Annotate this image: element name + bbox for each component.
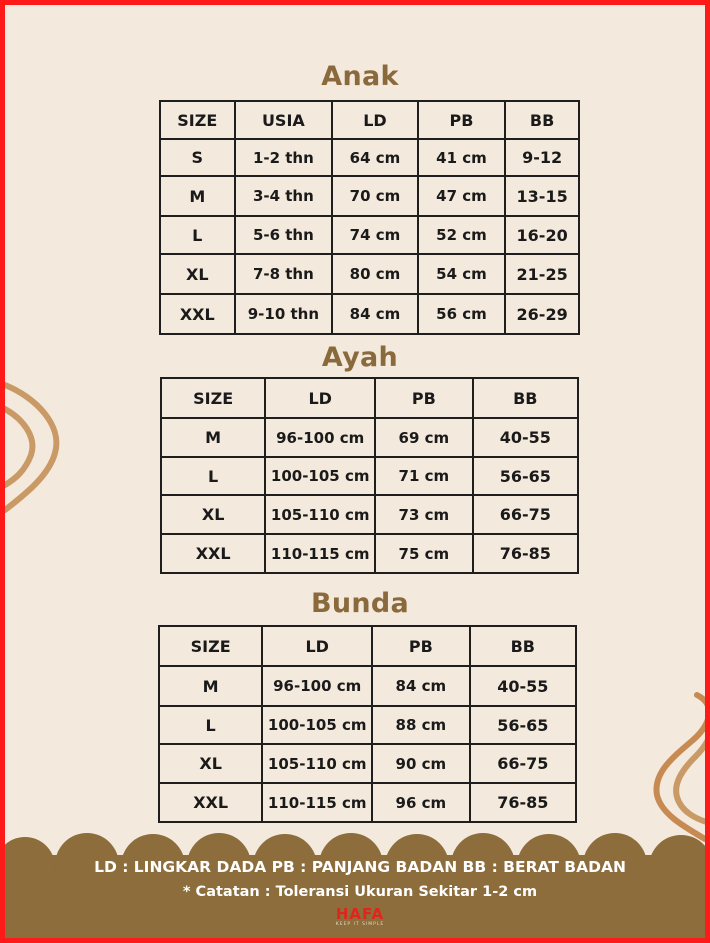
section-title-bunda: Bunda bbox=[310, 588, 410, 619]
table-cell: 9-10 thn bbox=[235, 294, 333, 334]
table-row bbox=[160, 294, 579, 334]
table-cell: L bbox=[160, 216, 235, 254]
table-cell: 110-115 cm bbox=[262, 783, 372, 822]
table-cell: 69 cm bbox=[375, 418, 472, 457]
table-cell: XL bbox=[161, 495, 265, 534]
column-header: BB bbox=[505, 101, 579, 139]
table-cell: M bbox=[161, 418, 265, 457]
column-header: SIZE bbox=[160, 101, 235, 139]
table-cell: 13-15 bbox=[505, 176, 579, 216]
table-cell: 76-85 bbox=[473, 534, 578, 573]
size-table-bunda bbox=[158, 625, 577, 823]
table-cell: 96 cm bbox=[372, 783, 469, 822]
table-row bbox=[159, 706, 576, 744]
table-cell: 105-110 cm bbox=[262, 744, 372, 783]
table-row bbox=[161, 534, 578, 573]
table-cell: 26-29 bbox=[505, 294, 579, 334]
column-header: LD bbox=[265, 378, 375, 418]
table-cell: 105-110 cm bbox=[265, 495, 375, 534]
table-cell: 76-85 bbox=[470, 783, 576, 822]
table-cell: 71 cm bbox=[375, 457, 472, 495]
column-header: PB bbox=[418, 101, 506, 139]
section-title-anak: Anak bbox=[321, 61, 399, 92]
table-cell: 9-12 bbox=[505, 139, 579, 176]
table-cell: 56 cm bbox=[418, 294, 506, 334]
table-cell: 110-115 cm bbox=[265, 534, 375, 573]
table-cell: 70 cm bbox=[332, 176, 418, 216]
table-row bbox=[160, 176, 579, 216]
table-cell: 100-105 cm bbox=[265, 457, 375, 495]
table-cell: 16-20 bbox=[505, 216, 579, 254]
table-row bbox=[161, 418, 578, 457]
table-cell: 21-25 bbox=[505, 254, 579, 294]
table-cell: 3-4 thn bbox=[235, 176, 333, 216]
table-cell: 54 cm bbox=[418, 254, 506, 294]
table-cell: 88 cm bbox=[372, 706, 469, 744]
table-cell: XXL bbox=[161, 534, 265, 573]
column-header: SIZE bbox=[161, 378, 265, 418]
table-row bbox=[161, 495, 578, 534]
table-cell: XXL bbox=[160, 294, 235, 334]
column-header: BB bbox=[473, 378, 578, 418]
table-cell: 75 cm bbox=[375, 534, 472, 573]
table-row bbox=[161, 457, 578, 495]
table-cell: 7-8 thn bbox=[235, 254, 333, 294]
table-cell: 84 cm bbox=[332, 294, 418, 334]
brand-logo bbox=[5, 907, 710, 928]
left-squiggle-inner bbox=[5, 409, 32, 485]
table-cell: L bbox=[161, 457, 265, 495]
column-header: SIZE bbox=[159, 626, 262, 666]
table-cell: 1-2 thn bbox=[235, 139, 333, 176]
table-cell: 56-65 bbox=[473, 457, 578, 495]
table-cell: 5-6 thn bbox=[235, 216, 333, 254]
table-row bbox=[160, 216, 579, 254]
table-cell: 66-75 bbox=[473, 495, 578, 534]
table-cell: 73 cm bbox=[375, 495, 472, 534]
column-header: PB bbox=[375, 378, 472, 418]
column-header: USIA bbox=[235, 101, 333, 139]
brand-name: HAFA bbox=[335, 905, 385, 923]
table-header-row bbox=[161, 378, 578, 418]
column-header: BB bbox=[470, 626, 576, 666]
column-header: LD bbox=[262, 626, 372, 666]
table-row bbox=[160, 139, 579, 176]
table-cell: 41 cm bbox=[418, 139, 506, 176]
table-cell: L bbox=[159, 706, 262, 744]
table-cell: XXL bbox=[159, 783, 262, 822]
table-cell: 64 cm bbox=[332, 139, 418, 176]
table-cell: 96-100 cm bbox=[262, 666, 372, 706]
table-header-row bbox=[160, 101, 579, 139]
table-cell: XL bbox=[160, 254, 235, 294]
table-row bbox=[160, 254, 579, 294]
section-title-ayah: Ayah bbox=[321, 342, 399, 373]
table-cell: XL bbox=[159, 744, 262, 783]
footer-legend: LD : LINGKAR DADA PB : PANJANG BADAN BB : BERAT BADAN bbox=[94, 858, 626, 876]
table-row bbox=[159, 744, 576, 783]
table-cell: 66-75 bbox=[470, 744, 576, 783]
table-cell: 74 cm bbox=[332, 216, 418, 254]
table-row bbox=[159, 666, 576, 706]
table-cell: 100-105 cm bbox=[262, 706, 372, 744]
table-header-row bbox=[159, 626, 576, 666]
table-cell: 52 cm bbox=[418, 216, 506, 254]
table-row bbox=[159, 783, 576, 822]
table-cell: 40-55 bbox=[470, 666, 576, 706]
table-cell: 90 cm bbox=[372, 744, 469, 783]
table-cell: 47 cm bbox=[418, 176, 506, 216]
size-table-ayah bbox=[160, 377, 579, 574]
column-header: PB bbox=[372, 626, 469, 666]
table-cell: M bbox=[160, 176, 235, 216]
table-cell: M bbox=[159, 666, 262, 706]
size-table-anak bbox=[159, 100, 580, 335]
table-cell: 56-65 bbox=[470, 706, 576, 744]
table-cell: 40-55 bbox=[473, 418, 578, 457]
table-cell: 84 cm bbox=[372, 666, 469, 706]
table-cell: S bbox=[160, 139, 235, 176]
footer-note: * Catatan : Toleransi Ukuran Sekitar 1-2 cm bbox=[182, 884, 538, 900]
table-cell: 96-100 cm bbox=[265, 418, 375, 457]
brand-tagline: KEEP IT SIMPLE bbox=[335, 922, 385, 927]
table-cell: 80 cm bbox=[332, 254, 418, 294]
column-header: LD bbox=[332, 101, 418, 139]
